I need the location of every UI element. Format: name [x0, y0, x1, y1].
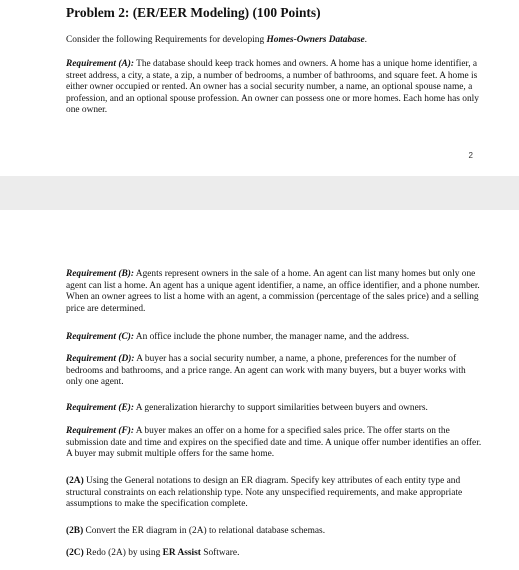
database-name: Homes-Owners Database [266, 35, 365, 45]
requirement-b [66, 269, 482, 315]
requirement-d-label: Requirement (D): [66, 354, 135, 364]
task-2c-text-prefix: Redo (2A) by using [83, 548, 163, 558]
requirement-a [66, 59, 482, 117]
intro-paragraph [66, 35, 482, 47]
requirement-d-text: A buyer has a social security number, a name, a phone, preferences for the number of bedrooms and bathrooms, and a price range. An agent can work with many buyers, but a buyer works with only one agent. [66, 354, 466, 388]
task-2c-label: (2C) [66, 548, 84, 558]
intro-prefix: Consider the following Requirements for developing [66, 35, 267, 45]
requirement-c-text: An office include the phone number, the manager name, and the address. [133, 332, 410, 342]
task-2a [66, 476, 482, 511]
task-2b-text: Convert the ER diagram in (2A) to relational database schemas. [83, 526, 326, 536]
requirement-d [66, 354, 482, 389]
task-2b-label: (2B) [66, 526, 84, 536]
requirement-c-label: Requirement (C): [66, 332, 134, 342]
task-2b [66, 526, 482, 538]
problem-title: Problem 2: (ER/EER Modeling) (100 Points) [66, 5, 321, 20]
task-2a-text: Using the General notations to design an ER diagram. Specify key attributes of each entity type and structural constraints on each relationship type. Note any unspecified requirements, and make appropriate assumptions to make the specification complete. [66, 476, 463, 510]
requirement-b-label: Requirement (B): [66, 269, 134, 279]
requirement-f [66, 426, 482, 461]
requirement-b-text: Agents represent owners in the sale of a home. An agent can list many homes but only one agent can list a home. An agent has a unique agent identifier, a name, an office identifier, and a phone number. When an owner agrees to list a home with an agent, a commission (percentage of the sales price) and a selling price are determined. [66, 269, 480, 314]
intro-suffix: . [364, 35, 368, 45]
requirement-a-label: Requirement (A): [66, 59, 134, 69]
page-number: 2 [468, 151, 473, 160]
document-page-1 [0, 0, 519, 176]
requirement-c [66, 332, 482, 344]
requirement-f-label: Requirement (F): [66, 426, 134, 436]
requirement-a-text: The database should keep track homes and owners. A home has a unique home identifier, a street address, a city, a state, a zip, a number of bedrooms, a number of bathrooms, and square feet. A home is either owner occupied or rented. An owner has a social security number, a name, an optional spouse name, a profession, and an optional spouse profession. An owner can possess one or more homes. Each home has only one owner. [66, 59, 479, 116]
task-2c-text-suffix: Software. [200, 548, 240, 558]
requirement-f-text: A buyer makes an offer on a home for a specified sales price. The offer starts on the submission date and time and expires on the specified date and time. A unique offer number identifies an offer. A buyer may submit multiple offers for the same home. [66, 426, 482, 460]
requirement-e [66, 403, 482, 415]
task-2c [66, 548, 482, 560]
software-name: ER Assist [162, 548, 201, 558]
requirement-e-label: Requirement (E): [66, 403, 134, 413]
document-page-2 [0, 210, 519, 570]
task-2a-label: (2A) [66, 476, 84, 486]
requirement-e-text: A generalization hierarchy to support similarities between buyers and owners. [133, 403, 428, 413]
page-gap [0, 176, 519, 210]
